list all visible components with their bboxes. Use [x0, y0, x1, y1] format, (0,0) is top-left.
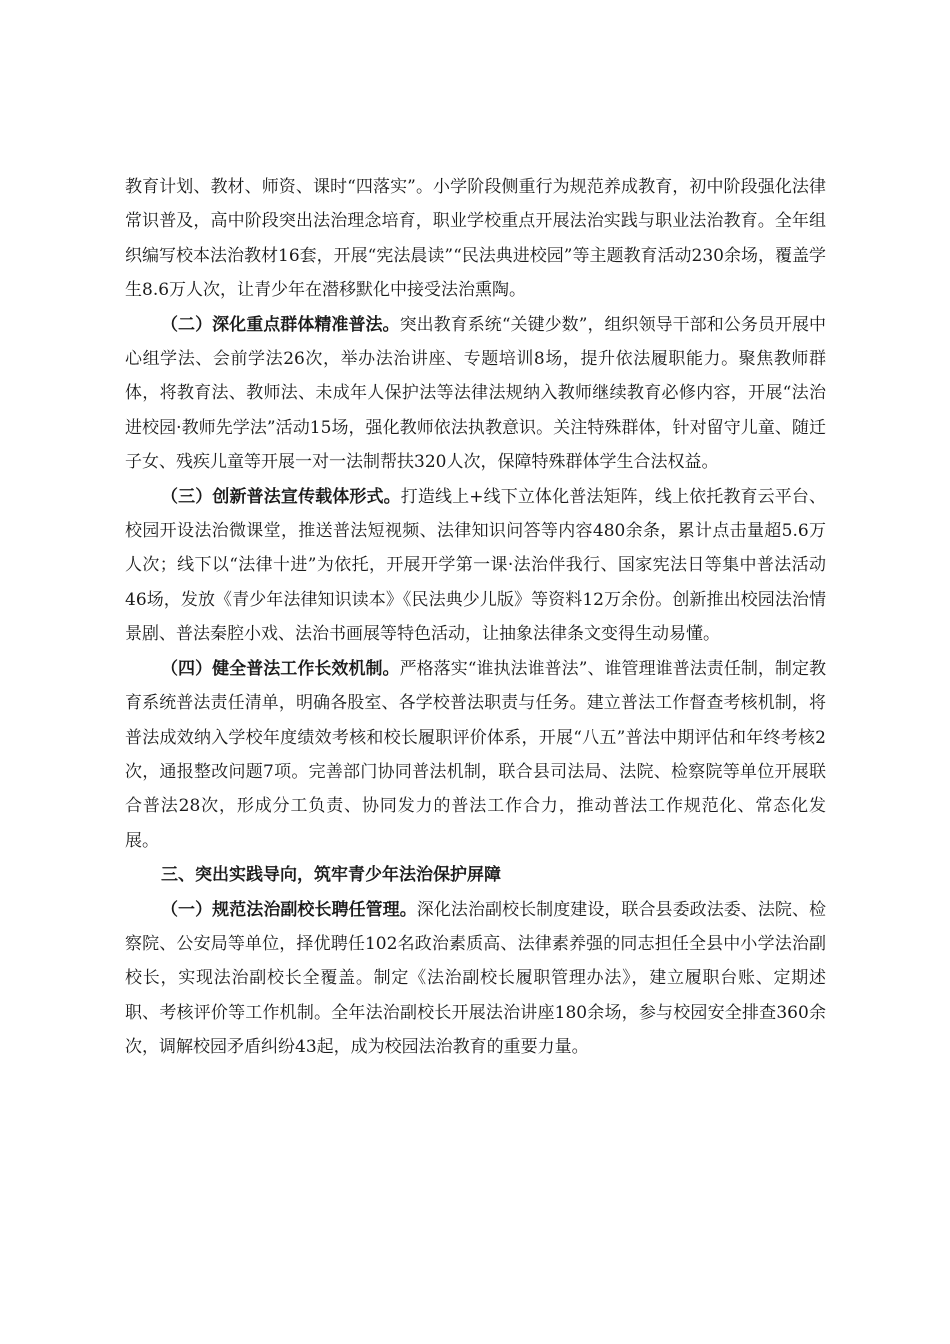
- document-page: [125, 170, 826, 1065]
- paragraph-body: 深化法治副校长制度建设，联合县委政法委、法院、检察院、公安局等单位，择优聘任102名政治素质高、法律素养强的同志担任全县中小学法治副校长，实现法治副校长全覆盖。制定《法治副校长履职管理办法》，建立履职台账、定期述职、考核评价等工作机制。全年法治副校长开展法治讲座180余场，参与校园安全排查360余次，调解校园矛盾纠纷43起，成为校园法治教育的重要力量。: [125, 899, 827, 1058]
- paragraph-lead: （三）创新普法宣传载体形式。: [161, 486, 401, 507]
- paragraph-key-groups: [125, 308, 826, 480]
- paragraph-continuation: [125, 170, 826, 308]
- paragraph-long-term-mechanism: [125, 652, 826, 858]
- paragraph-body: 打造线上+线下立体化普法矩阵，线上依托教育云平台、校园开设法治微课堂，推送普法短视频、法律知识问答等内容480余条，累计点击量超5.6万人次；线下以“法律十进”为依托，开展开学第一课·法治伴我行、国家宪法日等集中普法活动46场，发放《青少年法律知识读本》《民法典少儿版》等资料12万余份。创新推出校园法治情景剧、普法秦腔小戏、法治书画展等特色活动，让抽象法律条文变得生动易懂。: [125, 486, 826, 645]
- paragraph-lead: （四）健全普法工作长效机制。: [161, 658, 400, 679]
- paragraph-body: 教育计划、教材、师资、课时“四落实”。小学阶段侧重行为规范养成教育，初中阶段强化法律常识普及，高中阶段突出法治理念培育，职业学校重点开展法治实践与职业法治教育。全年组织编写校本法治教材16套，开展“宪法晨读”“民法典进校园”等主题教育活动230余场，覆盖学生8.6万人次，让青少年在潜移默化中接受法治熏陶。: [125, 177, 826, 301]
- paragraph-body: 严格落实“谁执法谁普法”、谁管理谁普法责任制，制定教育系统普法责任清单，明确各股室、各学校普法职责与任务。建立普法工作督查考核机制，将普法成效纳入学校年度绩效考核和校长履职评价体系，开展“八五”普法中期评估和年终考核2次，通报整改问题7项。完善部门协同普法机制，联合县司法局、法院、检察院等单位开展联合普法28次，形成分工负责、协同发力的普法工作合力，推动普法工作规范化、常态化发展。: [125, 658, 826, 851]
- section-heading: 三、突出实践导向，筑牢青少年法治保护屏障: [161, 865, 501, 886]
- paragraph-body: 突出教育系统“关键少数”，组织领导干部和公务员开展中心组学法、会前学法26次，举办法治讲座、专题培训8场，提升依法履职能力。聚焦教师群体，将教育法、教师法、未成年人保护法等法律法规纳入教师继续教育必修内容，开展“法治进校园·教师先学法”活动15场，强化教师依法执教意识。关注特殊群体，针对留守儿童、随迁子女、残疾儿童等开展一对一法制帮扶320人次，保障特殊群体学生合法权益。: [125, 314, 826, 473]
- paragraph-vice-principal: [125, 893, 826, 1065]
- paragraph-lead: （一）规范法治副校长聘任管理。: [161, 899, 417, 920]
- paragraph-lead: （二）深化重点群体精准普法。: [161, 314, 400, 335]
- paragraph-publicity-forms: [125, 480, 826, 652]
